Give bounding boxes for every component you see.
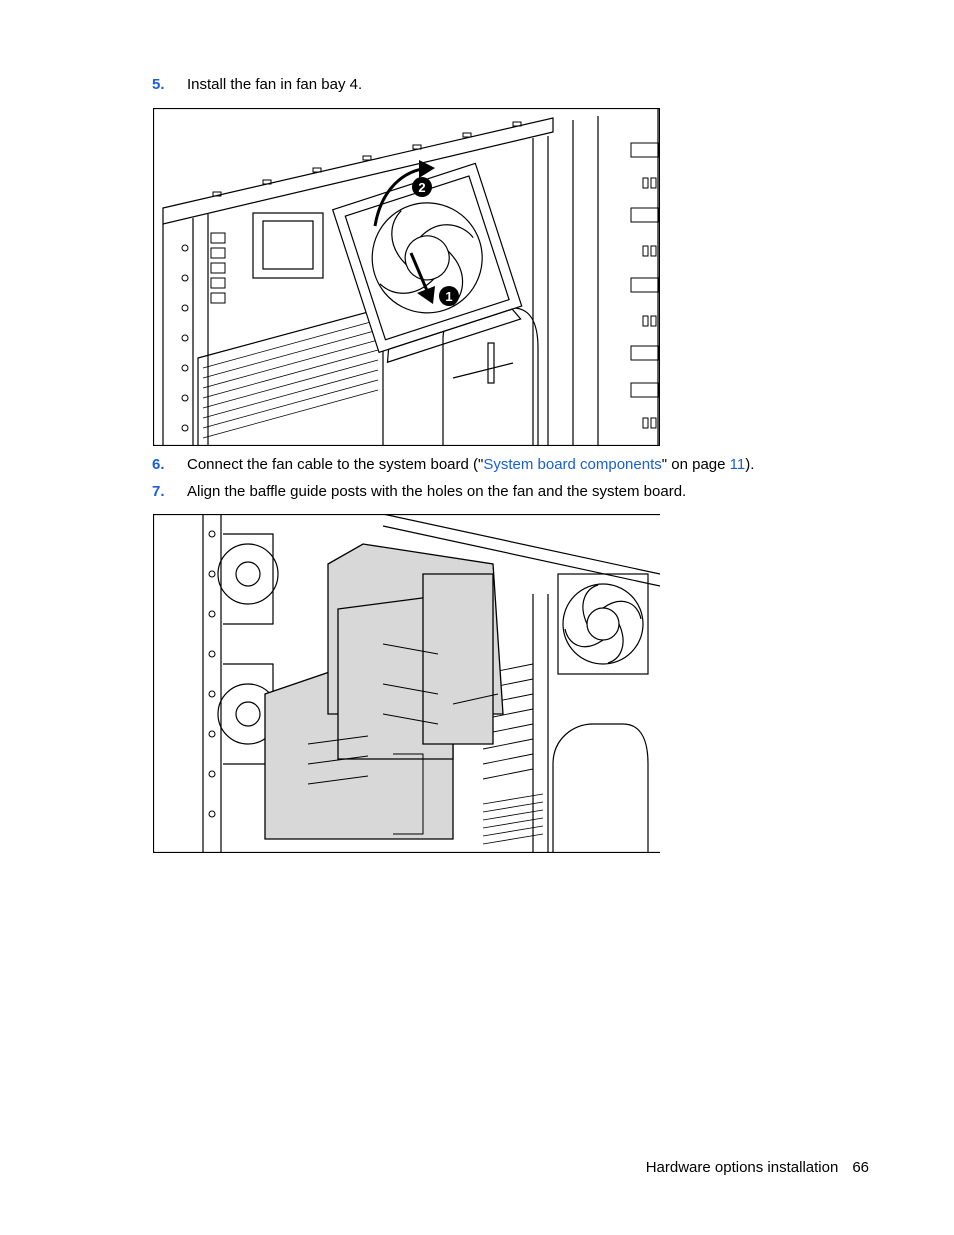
step-5 bbox=[152, 75, 362, 95]
step-text: Install the fan in fan bay 4. bbox=[187, 76, 363, 93]
step-text: Align the baffle guide posts with the holes on the fan and the system board. bbox=[187, 483, 687, 500]
svg-text:2: 2 bbox=[418, 180, 426, 195]
fan-install-drawing bbox=[153, 108, 660, 446]
step-number: 7. bbox=[152, 483, 165, 500]
step-7 bbox=[152, 482, 686, 502]
system-board-components-link[interactable]: System board components bbox=[483, 456, 662, 473]
step-6 bbox=[152, 455, 754, 475]
step-text-after: ). bbox=[745, 456, 755, 473]
page-footer bbox=[646, 1158, 869, 1178]
step-number: 6. bbox=[152, 456, 165, 473]
step-number: 5. bbox=[152, 76, 165, 93]
page-11-link[interactable]: 11 bbox=[729, 456, 746, 473]
baffle-install-illustration bbox=[153, 514, 660, 853]
footer-section: Hardware options installation bbox=[645, 1159, 839, 1176]
fan-install-illustration bbox=[153, 108, 660, 446]
baffle-install-drawing bbox=[153, 514, 660, 853]
callout-1 bbox=[439, 286, 459, 306]
step-text-before: Connect the fan cable to the system board (" bbox=[187, 456, 484, 473]
callout-2 bbox=[412, 177, 432, 197]
step-text-mid: " on page bbox=[661, 456, 730, 473]
svg-text:1: 1 bbox=[445, 289, 453, 304]
page-number: 66 bbox=[852, 1159, 869, 1176]
